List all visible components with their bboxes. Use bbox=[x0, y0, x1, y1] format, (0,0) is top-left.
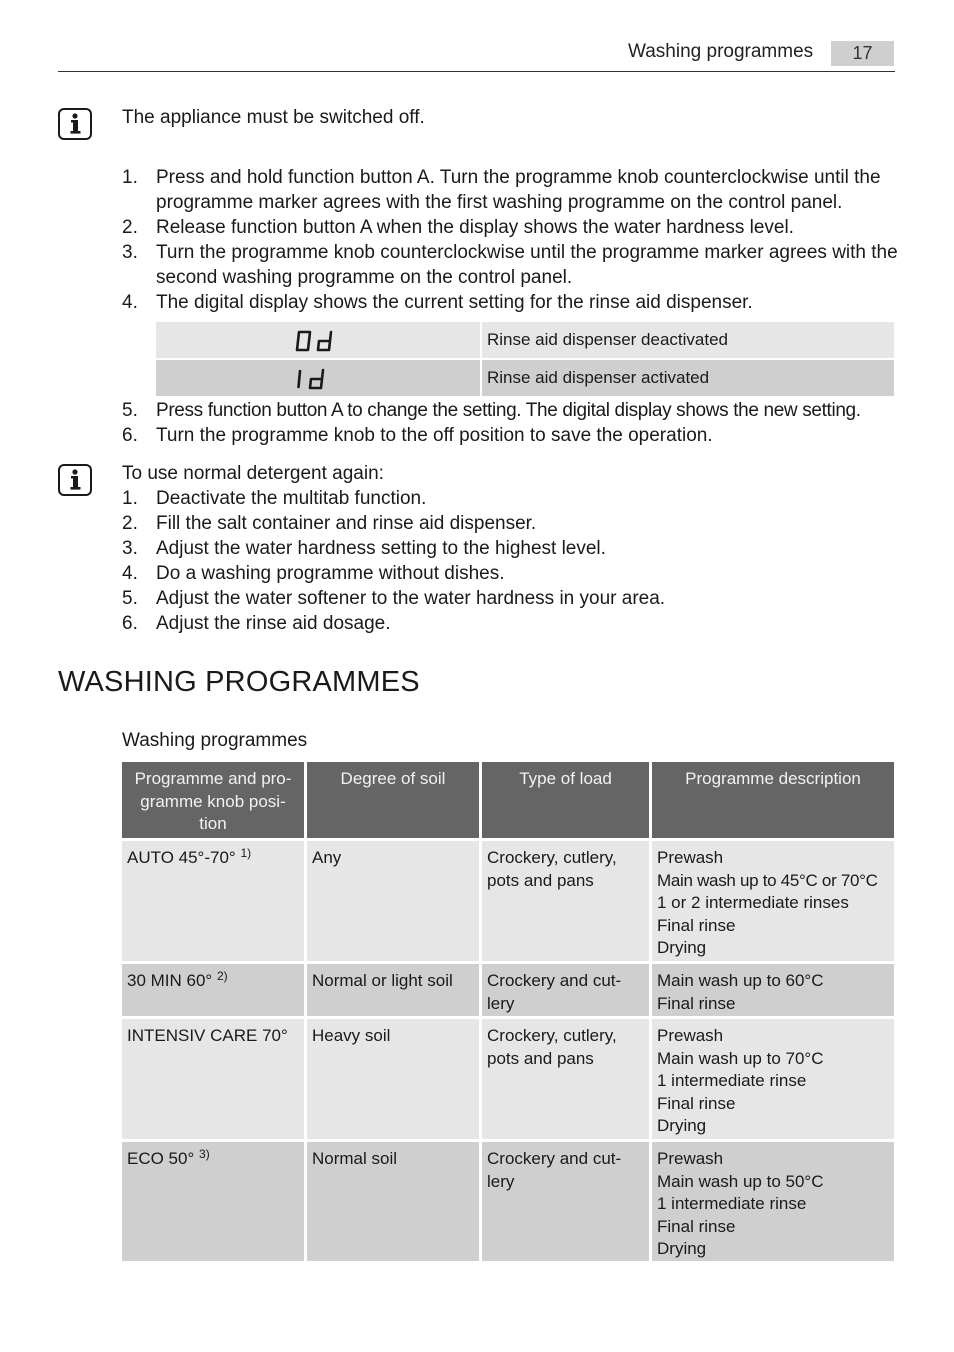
rinse-aid-display-table bbox=[156, 322, 894, 398]
list-item: 5. Press function button A to change the setting. The digital display shows the new setting. bbox=[122, 400, 861, 421]
soil-cell: Normal or light soil bbox=[307, 964, 482, 1019]
list-item: 5. Adjust the water softener to the water hardness in your area. bbox=[122, 588, 666, 609]
programmes-table bbox=[122, 762, 894, 1264]
column-header: Programme and pro-gramme knob posi-tion bbox=[122, 762, 307, 841]
list-item: 2. Fill the salt container and rinse aid dispenser. bbox=[122, 513, 537, 534]
programme-cell: INTENSIV CARE 70° bbox=[122, 1019, 307, 1142]
normal-detergent-steps bbox=[122, 486, 665, 636]
description-cell: Main wash up to 60°C Final rinse bbox=[652, 964, 894, 1019]
seven-segment-1d-icon bbox=[294, 367, 338, 391]
description-cell: Prewash Main wash up to 45°C or 70°C 1 or 2 intermediate rinses Final rinse Drying bbox=[652, 841, 894, 964]
running-header: Washing programmes bbox=[628, 41, 814, 62]
header-divider bbox=[58, 71, 895, 72]
page-number: 17 bbox=[831, 41, 894, 66]
display-row-activated bbox=[156, 360, 894, 396]
display-code-1d bbox=[156, 360, 482, 396]
programme-cell: AUTO 45°-70° $^{1)}$ bbox=[122, 841, 307, 964]
info-icon bbox=[58, 464, 92, 496]
load-cell: Crockery and cut-lery bbox=[482, 1142, 652, 1264]
note-normal-detergent-intro: To use normal detergent again: bbox=[122, 463, 384, 484]
seven-segment-0d-icon bbox=[294, 329, 338, 353]
steps-list-continued bbox=[122, 398, 861, 448]
soil-cell: Normal soil bbox=[307, 1142, 482, 1264]
load-cell: Crockery, cutlery, pots and pans bbox=[482, 1019, 652, 1142]
list-item: 1. Press and hold function button A. Turn the programme knob counterclockwise until the programme marker agrees with the first washing programme on the control panel. bbox=[122, 167, 881, 213]
soil-cell: Any bbox=[307, 841, 482, 964]
column-header: Programme description bbox=[652, 762, 894, 841]
list-item: 6. Turn the programme knob to the off position to save the operation. bbox=[122, 425, 713, 446]
display-code-0d bbox=[156, 322, 482, 358]
list-item: 1. Deactivate the multitab function. bbox=[122, 488, 427, 509]
load-cell: Crockery, cutlery, pots and pans bbox=[482, 841, 652, 964]
list-item: 3. Adjust the water hardness setting to the highest level. bbox=[122, 538, 606, 559]
list-item: 4. Do a washing programme without dishes. bbox=[122, 563, 505, 584]
list-item: 6. Adjust the rinse aid dosage. bbox=[122, 613, 391, 634]
table-row bbox=[122, 841, 894, 964]
list-item: 3. Turn the programme knob counterclockwise until the programme marker agrees with the second washing programme on the control panel. bbox=[122, 242, 898, 288]
display-row-deactivated bbox=[156, 322, 894, 358]
table-row bbox=[122, 1142, 894, 1264]
column-header: Degree of soil bbox=[307, 762, 482, 841]
description-cell: Prewash Main wash up to 50°C 1 intermediate rinse Final rinse Drying bbox=[652, 1142, 894, 1264]
table-caption: Washing programmes bbox=[122, 730, 308, 751]
steps-list bbox=[122, 165, 954, 315]
list-item: 4. The digital display shows the current setting for the rinse aid dispenser. bbox=[122, 292, 753, 313]
display-description: Rinse aid dispenser activated bbox=[487, 368, 710, 387]
info-icon bbox=[58, 108, 92, 140]
description-cell: Prewash Main wash up to 70°C 1 intermediate rinse Final rinse Drying bbox=[652, 1019, 894, 1142]
display-description: Rinse aid dispenser deactivated bbox=[487, 330, 728, 349]
table-row bbox=[122, 964, 894, 1019]
list-item: 2. Release function button A when the display shows the water hardness level. bbox=[122, 217, 794, 238]
note-switched-off: The appliance must be switched off. bbox=[122, 107, 425, 128]
table-row bbox=[122, 1019, 894, 1142]
programme-cell: ECO 50° $^{3)}$ bbox=[122, 1142, 307, 1264]
soil-cell: Heavy soil bbox=[307, 1019, 482, 1142]
table-header-row bbox=[122, 762, 894, 841]
load-cell: Crockery and cut-lery bbox=[482, 964, 652, 1019]
section-title: WASHING PROGRAMMES bbox=[58, 666, 420, 698]
programme-cell: 30 MIN 60° $^{2)}$ bbox=[122, 964, 307, 1019]
column-header: Type of load bbox=[482, 762, 652, 841]
